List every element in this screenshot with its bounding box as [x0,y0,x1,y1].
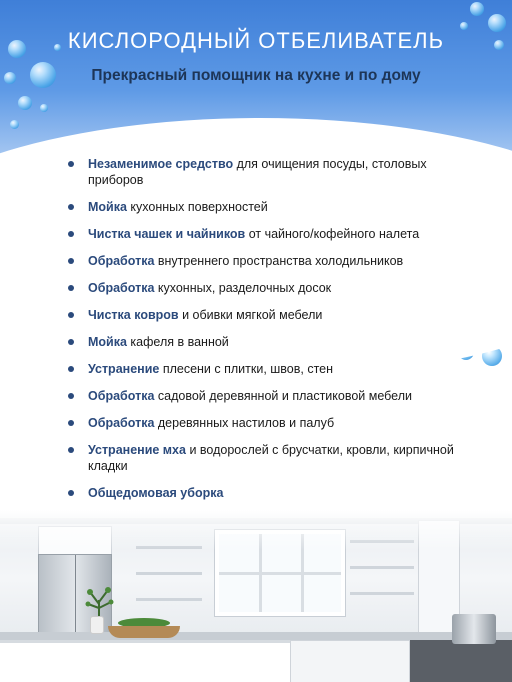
item-bold: Чистка чашек и чайников [88,227,246,241]
list-item [66,415,466,431]
kitchen-shelf [350,566,414,569]
item-bold: Устранение мха [88,443,186,457]
list-item [66,253,466,269]
list-item [66,226,466,242]
bullet-icon [68,285,74,291]
bubble-decoration [30,62,56,88]
bullet-icon [68,366,74,372]
item-bold: Незаменимое средство [88,157,234,171]
bullet-icon [68,420,74,426]
item-text: кухонных, разделочных досок [154,281,332,295]
item-text: и водорослей с брусчатки, кровли, кирпичной кладки [88,443,454,473]
bullet-icon [68,339,74,345]
item-text: от чайного/кофейного налета [245,227,420,241]
item-text: кухонных поверхностей [126,200,268,214]
bubble-decoration [10,120,19,129]
bubble-decoration [18,96,32,110]
item-text: кафеля в ванной [126,335,229,349]
list-item [66,334,466,350]
list-item [66,442,466,474]
item-text: садовой деревянной и пластиковой мебели [154,389,412,403]
countertop [0,632,512,640]
kitchen-shelf [350,592,414,595]
list-item [66,280,466,296]
item-bold: Общедомовая уборка [88,486,224,500]
item-text: внутреннего пространства холодильников [154,254,404,268]
list-item [66,156,466,188]
kitchen-island [0,640,290,682]
item-bold: Обработка [88,254,155,268]
bullet-icon [68,312,74,318]
item-bold: Устранение [88,362,160,376]
bullet-icon [68,231,74,237]
list-item [66,388,466,404]
vase [90,616,104,634]
bubble-decoration [40,104,48,112]
list-item [66,307,466,323]
kitchen-shelf [136,572,202,575]
bullet-icon [68,447,74,453]
item-bold: Обработка [88,281,155,295]
item-text: и обивки мягкой мебели [178,308,323,322]
lower-cabinet [290,640,410,682]
list-item [66,361,466,377]
item-text: плесени с плитки, швов, стен [159,362,334,376]
kitchen-shelf [136,598,202,601]
item-text: для очищения посуды, столовых приборов [88,157,427,187]
item-bold: Мойка [88,200,127,214]
list-item [66,485,466,501]
cooking-pot [452,614,496,644]
kitchen-photo [0,510,512,682]
photo-fade [0,510,512,550]
wooden-bowl [108,626,180,638]
page-title: КИСЛОРОДНЫЙ ОТБЕЛИВАТЕЛЬ [67,28,445,53]
bubble-decoration [470,2,484,16]
item-bold: Обработка [88,389,155,403]
list-item [66,199,466,215]
usage-list [66,156,466,501]
bullet-icon [68,258,74,264]
page-subtitle: Прекрасный помощник на кухне и по дому [91,67,421,84]
item-bold: Чистка ковров [88,308,179,322]
bullet-icon [68,161,74,167]
bullet-icon [68,393,74,399]
stove [410,640,512,682]
item-bold: Мойка [88,335,127,349]
bullet-icon [68,204,74,210]
bubble-decoration [4,72,16,84]
bullet-icon [68,490,74,496]
item-bold: Обработка [88,416,155,430]
item-text: деревянных настилов и палуб [154,416,335,430]
